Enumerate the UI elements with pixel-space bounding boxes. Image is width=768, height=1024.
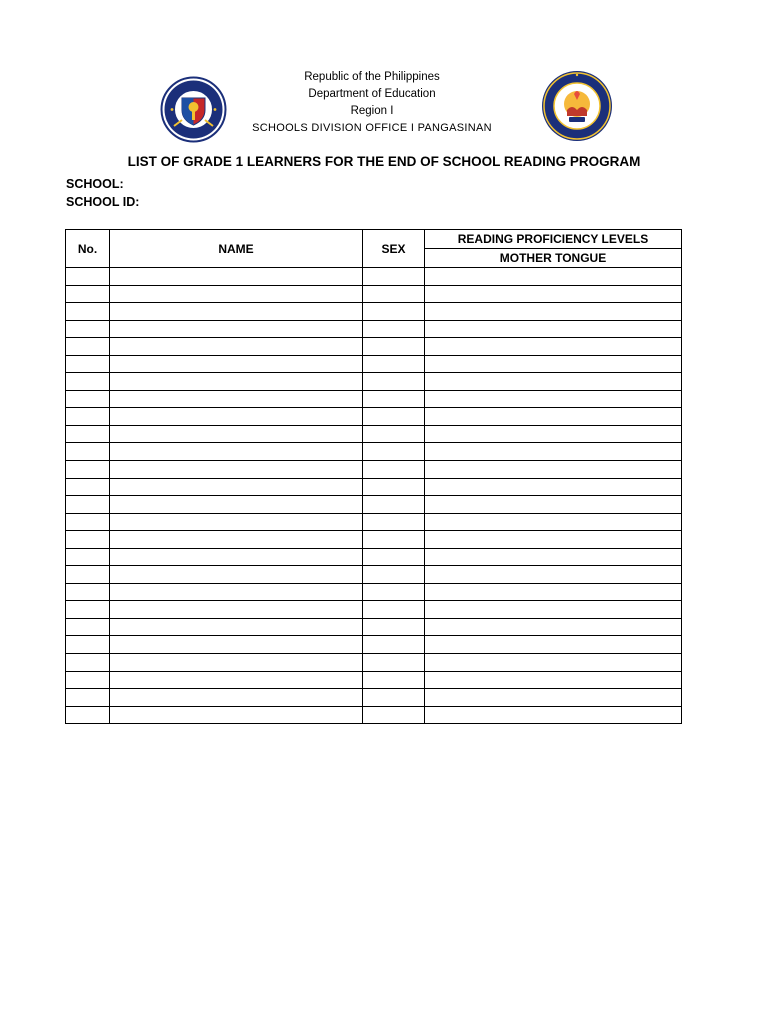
agency-header (222, 69, 522, 137)
no-cell[interactable] (66, 496, 110, 514)
mother-tongue-cell[interactable] (425, 689, 682, 707)
name-cell[interactable] (110, 268, 363, 286)
name-cell[interactable] (110, 355, 363, 373)
table-row (66, 706, 682, 724)
no-cell[interactable] (66, 461, 110, 479)
name-cell[interactable] (110, 303, 363, 321)
name-cell[interactable] (110, 373, 363, 391)
no-cell[interactable] (66, 373, 110, 391)
table-row (66, 355, 682, 373)
table-row (66, 654, 682, 672)
table-row (66, 408, 682, 426)
mother-tongue-cell[interactable] (425, 425, 682, 443)
table-row (66, 373, 682, 391)
sex-cell[interactable] (363, 601, 425, 619)
mother-tongue-cell[interactable] (425, 618, 682, 636)
column-header-no: No. (66, 230, 110, 268)
name-cell[interactable] (110, 478, 363, 496)
sdo-pangasinan-logo (541, 70, 613, 142)
sex-cell[interactable] (363, 338, 425, 356)
no-cell[interactable] (66, 320, 110, 338)
sex-cell[interactable] (363, 583, 425, 601)
name-cell[interactable] (110, 320, 363, 338)
name-cell[interactable] (110, 285, 363, 303)
mother-tongue-cell[interactable] (425, 338, 682, 356)
name-cell[interactable] (110, 583, 363, 601)
name-cell[interactable] (110, 654, 363, 672)
table-row (66, 513, 682, 531)
column-header-mother-tongue: MOTHER TONGUE (425, 249, 682, 268)
sex-cell[interactable] (363, 689, 425, 707)
deped-seal-logo (160, 76, 227, 143)
column-header-name: NAME (110, 230, 363, 268)
mother-tongue-cell[interactable] (425, 566, 682, 584)
no-cell[interactable] (66, 548, 110, 566)
table-row (66, 268, 682, 286)
name-cell[interactable] (110, 531, 363, 549)
table-row (66, 566, 682, 584)
header-division-office: SCHOOLS DIVISION OFFICE I PANGASINAN (252, 122, 492, 134)
name-cell[interactable] (110, 566, 363, 584)
mother-tongue-cell[interactable] (425, 285, 682, 303)
sex-cell[interactable] (363, 706, 425, 724)
mother-tongue-cell[interactable] (425, 268, 682, 286)
header-republic: Republic of the Philippines (304, 71, 440, 83)
no-cell[interactable] (66, 513, 110, 531)
name-cell[interactable] (110, 548, 363, 566)
table-row (66, 461, 682, 479)
sex-cell[interactable] (363, 373, 425, 391)
no-cell[interactable] (66, 338, 110, 356)
no-cell[interactable] (66, 706, 110, 724)
sex-cell[interactable] (363, 268, 425, 286)
sex-cell[interactable] (363, 654, 425, 672)
sex-cell[interactable] (363, 496, 425, 514)
sex-cell[interactable] (363, 531, 425, 549)
no-cell[interactable] (66, 408, 110, 426)
name-cell[interactable] (110, 706, 363, 724)
no-cell[interactable] (66, 268, 110, 286)
table-row (66, 583, 682, 601)
mother-tongue-cell[interactable] (425, 355, 682, 373)
sex-cell[interactable] (363, 425, 425, 443)
no-cell[interactable] (66, 355, 110, 373)
table-row (66, 531, 682, 549)
name-cell[interactable] (110, 513, 363, 531)
mother-tongue-cell[interactable] (425, 496, 682, 514)
no-cell[interactable] (66, 478, 110, 496)
mother-tongue-cell[interactable] (425, 548, 682, 566)
sex-cell[interactable] (363, 566, 425, 584)
table-row (66, 496, 682, 514)
mother-tongue-cell[interactable] (425, 373, 682, 391)
mother-tongue-cell[interactable] (425, 601, 682, 619)
table-row (66, 601, 682, 619)
name-cell[interactable] (110, 689, 363, 707)
table-row (66, 285, 682, 303)
table-row (66, 303, 682, 321)
name-cell[interactable] (110, 618, 363, 636)
name-cell[interactable] (110, 408, 363, 426)
no-cell[interactable] (66, 390, 110, 408)
sex-cell[interactable] (363, 355, 425, 373)
no-cell[interactable] (66, 285, 110, 303)
mother-tongue-cell[interactable] (425, 303, 682, 321)
table-row (66, 425, 682, 443)
no-cell[interactable] (66, 566, 110, 584)
mother-tongue-cell[interactable] (425, 390, 682, 408)
mother-tongue-cell[interactable] (425, 583, 682, 601)
no-cell[interactable] (66, 618, 110, 636)
name-cell[interactable] (110, 338, 363, 356)
school-label: SCHOOL: (66, 177, 124, 191)
table-row (66, 320, 682, 338)
mother-tongue-cell[interactable] (425, 513, 682, 531)
no-cell[interactable] (66, 443, 110, 461)
sex-cell[interactable] (363, 390, 425, 408)
name-cell[interactable] (110, 496, 363, 514)
table-row (66, 689, 682, 707)
sex-cell[interactable] (363, 636, 425, 654)
no-cell[interactable] (66, 303, 110, 321)
mother-tongue-cell[interactable] (425, 671, 682, 689)
sex-cell[interactable] (363, 285, 425, 303)
name-cell[interactable] (110, 443, 363, 461)
table-row (66, 618, 682, 636)
column-header-reading-proficiency-levels: READING PROFICIENCY LEVELS (425, 230, 682, 249)
sex-cell[interactable] (363, 303, 425, 321)
header-department: Department of Education (308, 88, 436, 100)
name-cell[interactable] (110, 636, 363, 654)
sex-cell[interactable] (363, 618, 425, 636)
mother-tongue-cell[interactable] (425, 320, 682, 338)
sex-cell[interactable] (363, 408, 425, 426)
no-cell[interactable] (66, 601, 110, 619)
mother-tongue-cell[interactable] (425, 706, 682, 724)
sex-cell[interactable] (363, 671, 425, 689)
header-region: Region I (350, 105, 394, 117)
no-cell[interactable] (66, 689, 110, 707)
table-row (66, 443, 682, 461)
name-cell[interactable] (110, 425, 363, 443)
table-row (66, 478, 682, 496)
table-row (66, 338, 682, 356)
table-row (66, 636, 682, 654)
sex-cell[interactable] (363, 548, 425, 566)
no-cell[interactable] (66, 636, 110, 654)
sex-cell[interactable] (363, 320, 425, 338)
learner-roster-table (65, 229, 682, 724)
name-cell[interactable] (110, 671, 363, 689)
name-cell[interactable] (110, 390, 363, 408)
sex-cell[interactable] (363, 478, 425, 496)
table-row (66, 671, 682, 689)
no-cell[interactable] (66, 531, 110, 549)
column-header-sex: SEX (363, 230, 425, 268)
mother-tongue-cell[interactable] (425, 636, 682, 654)
mother-tongue-cell[interactable] (425, 461, 682, 479)
name-cell[interactable] (110, 461, 363, 479)
school-id-label: SCHOOL ID: (66, 195, 140, 209)
no-cell[interactable] (66, 654, 110, 672)
roster-body (66, 268, 682, 724)
no-cell[interactable] (66, 425, 110, 443)
table-row (66, 548, 682, 566)
sex-cell[interactable] (363, 461, 425, 479)
page-title: LIST OF GRADE 1 LEARNERS FOR THE END OF SCHOOL READING PROGRAM (127, 154, 641, 169)
no-cell[interactable] (66, 671, 110, 689)
no-cell[interactable] (66, 583, 110, 601)
name-cell[interactable] (110, 601, 363, 619)
mother-tongue-cell[interactable] (425, 443, 682, 461)
table-row (66, 390, 682, 408)
mother-tongue-cell[interactable] (425, 478, 682, 496)
sex-cell[interactable] (363, 513, 425, 531)
mother-tongue-cell[interactable] (425, 531, 682, 549)
sex-cell[interactable] (363, 443, 425, 461)
mother-tongue-cell[interactable] (425, 654, 682, 672)
mother-tongue-cell[interactable] (425, 408, 682, 426)
